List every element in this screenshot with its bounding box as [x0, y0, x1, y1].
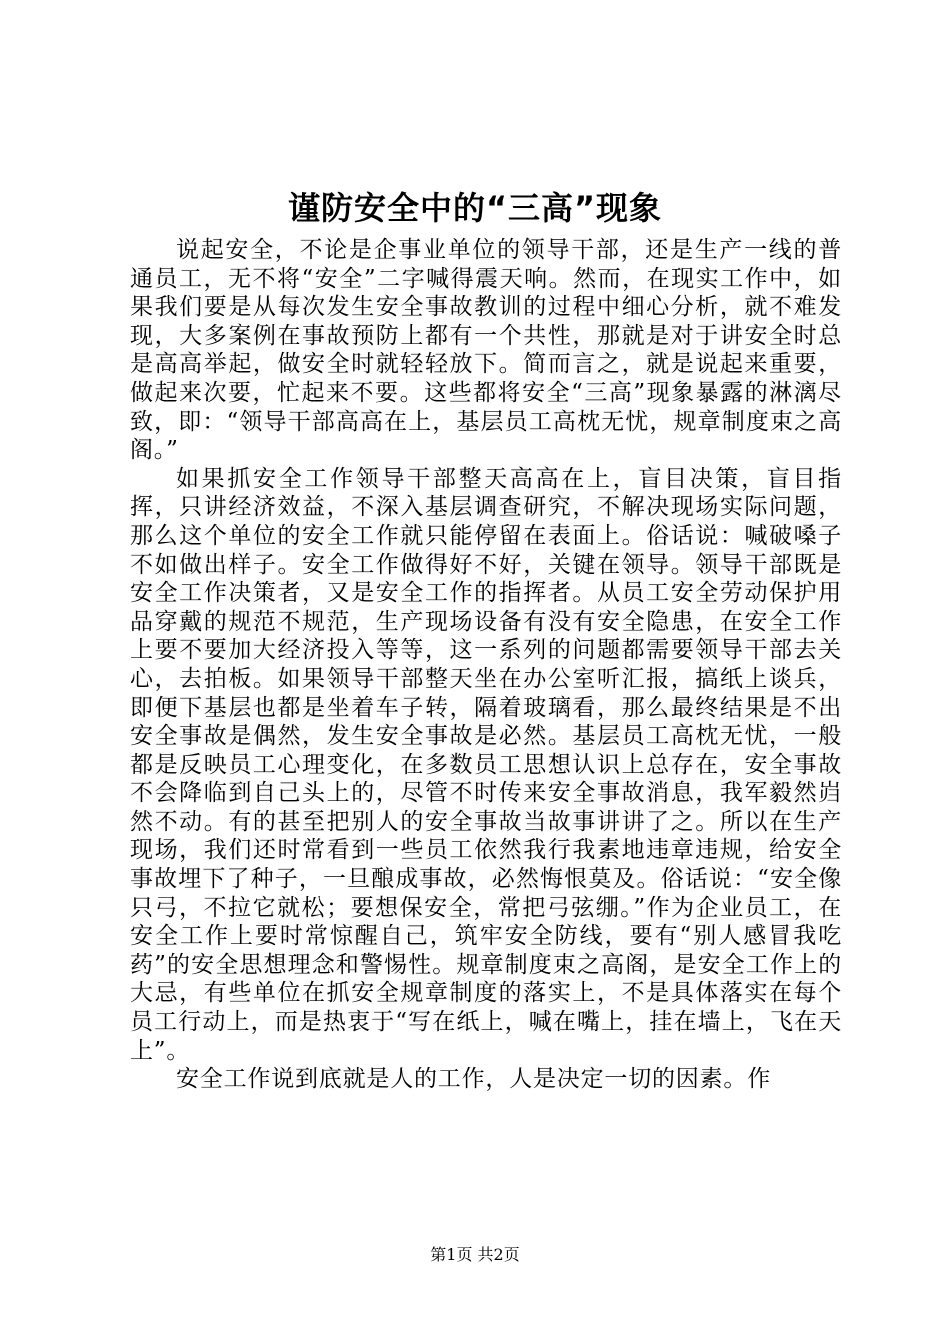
paragraph-3: 安全工作说到底就是人的工作，人是决定一切的因素。作: [176, 1066, 771, 1093]
paragraph-1: 说起安全，不论是企事业单位的领导干部，还是生产一线的普通员工，无不将“安全”二字喊得震天响。然而，在现实工作中，如果我们要是从每次发生安全事故教训的过程中细心分析，就不难发现，大多案例在事故预防上都有一个共性，那就是对于讲安全时总是高高举起，做安全时就轻轻放下。简而言之，就是说起来重要，做起来次要，忙起来不要。这些都将安全“三高”现象暴露的淋漓尽致，即：“领导干部高高在上，基层员工高枕无忧，规章制度束之高阁。”: [130, 237, 842, 464]
paragraph-2: 如果抓安全工作领导干部整天高高在上，盲目决策，盲目指挥，只讲经济效益，不深入基层调查研究，不解决现场实际问题，那么这个单位的安全工作就只能停留在表面上。俗话说：喊破嗓子不如做出样子。安全工作做得好不好，关键在领导。领导干部既是安全工作决策者，又是安全工作的指挥者。从员工安全劳动保护用品穿戴的规范不规范，生产现场设备有没有安全隐患，在安全工作上要不要加大经济投入等等，这一系列的问题都需要领导干部去关心，去拍板。如果领导干部整天坐在办公室听汇报，搞纸上谈兵，即便下基层也都是坐着车子转，隔着玻璃看，那么最终结果是不出安全事故是偶然，发生安全事故是必然。基层员工高枕无忧，一般都是反映员工心理变化，在多数员工思想认识上总存在，安全事故不会降临到自己头上的，尽管不时传来安全事故消息，我军毅然岿然不动。有的甚至把别人的安全事故当故事讲讲了之。所以在生产现场，我们还时常看到一些员工依然我行我素地违章违规，给安全事故埋下了种子，一旦酿成事故，必然悔恨莫及。俗话说：“安全像只弓，不拉它就松；要想保安全，常把弓弦绷。”作为企业员工，在安全工作上要时常惊醒自己，筑牢安全防线，要有“别人感冒我吃药”的安全思想理念和警惕性。规章制度束之高阁，是安全工作上的大忌，有些单位在抓安全规章制度的落实上，不是具体落实在每个员工行动上，而是热衷于“写在纸上，喊在嘴上，挂在墙上，飞在天上”。: [130, 465, 842, 1064]
document-body: [130, 236, 842, 1094]
document-title: 谨防安全中的“三高”现象: [287, 189, 663, 227]
page-footer: 第1页 共2页: [430, 1245, 520, 1264]
